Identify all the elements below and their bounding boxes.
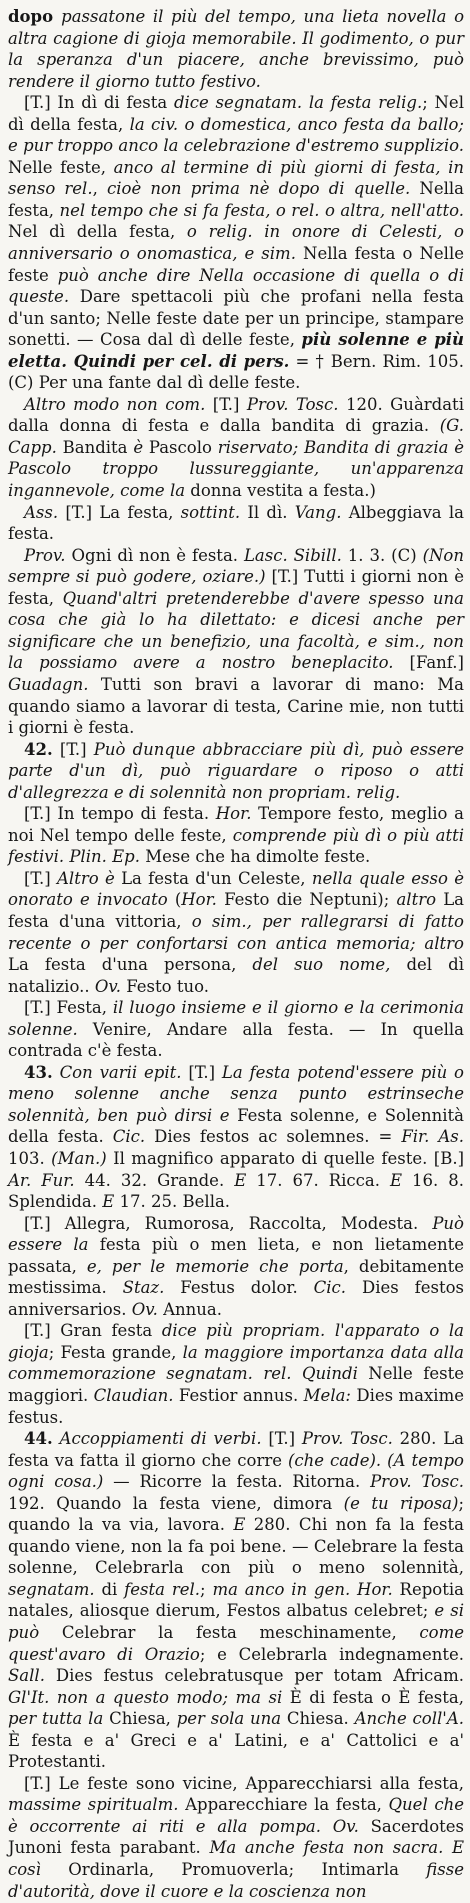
italic-run: per sola una <box>176 1709 282 1729</box>
italic-run: Hor. <box>181 890 217 910</box>
entry-paragraph <box>8 803 464 868</box>
italic-run: più solenne e più eletta. Quindi per cel. di pers. <box>8 330 465 371</box>
text-run: Dies festos ac solemnes. = <box>145 1127 402 1147</box>
entry-paragraph <box>8 502 464 545</box>
entry-paragraph <box>8 739 464 804</box>
text-run: [T.] Le feste sono vicine, Apparecchiarsi alla festa, <box>24 1773 464 1793</box>
bold-run: dopo <box>8 7 62 26</box>
text-run: [T.] <box>261 1429 302 1449</box>
italic-run: Claudian. <box>93 1386 174 1405</box>
italic-run: Quel che è occorrente ai riti e alla pompa. Ov. <box>8 1795 464 1836</box>
italic-run: per tutta la <box>8 1709 104 1729</box>
entry-paragraph <box>8 1320 464 1428</box>
text-run: donna vestita a festa.) <box>185 481 376 501</box>
text-run: [Fanf.] <box>393 653 464 673</box>
text-run: del dì natalizio.. <box>8 955 464 996</box>
italic-run: comprende più dì o più atti festivi. Plin. Ep. <box>8 825 464 867</box>
bold-run: 42. <box>24 739 53 759</box>
italic-run: (G. Capp. <box>8 416 464 457</box>
text-run: Chiesa. <box>281 1709 355 1729</box>
italic-run: Ar. Fur. <box>8 1170 75 1190</box>
italic-run: Hor. <box>215 804 252 824</box>
entry-paragraph <box>8 1428 464 1773</box>
bold-run: 43. <box>24 1062 53 1082</box>
italic-run: E <box>102 1192 115 1212</box>
text-run: Il magnifico apparato di quelle feste. [B.] <box>106 1148 465 1168</box>
italic-run: (Non sempre si può godere, oziare.) <box>8 545 464 587</box>
italic-run: la maggiore importanza data alla commemorazione segnatam. rel. Quindi <box>8 1342 464 1384</box>
text-run: [T.] La festa, <box>58 502 181 522</box>
italic-run: E <box>234 1170 247 1190</box>
text-run: Festus dolor. <box>164 1278 314 1298</box>
italic-run: Quand'altri pretenderebbe d'avere spesso una cosa che già lo ha dilettato: e dicesi anche per significare che un benefizio, una facoltà, e sim., non la possiamo avere a nostro beneplacito. <box>8 588 464 673</box>
italic-run: e, per le memorie che porta <box>86 1256 344 1276</box>
text-run: Tutti son bravi a lavorar di mano: Ma quando siamo a lavorar di testa, Carine mie, non tutti i giorni è festa. <box>8 674 464 738</box>
text-run: Nelle feste maggiori. <box>8 1364 464 1405</box>
italic-run: Cic. <box>313 1278 347 1298</box>
italic-run: Altro modo non com. <box>24 394 206 414</box>
italic-run: Altro è <box>57 868 115 888</box>
italic-run: Gl'It. non a questo modo; ma si <box>8 1687 283 1707</box>
text-run: Nel dì della festa, <box>8 222 187 242</box>
text-run: [T.] <box>52 739 94 759</box>
text-run: 280. Chi non fa la festa quando viene, non la fa poi bene. — Celebrare la festa solenne, Celebrarla con più o meno solennità, <box>8 1515 464 1578</box>
text-run: Dies festos anniversarios. <box>8 1278 464 1319</box>
text-run: [T.] <box>181 1062 222 1082</box>
text-run: Nelle feste, <box>8 157 114 177</box>
text-run: Dare spettacoli più che profani nella festa d'un santo; Nelle feste date per un principe, stampare sonetti. — Cosa dal dì delle feste, <box>8 287 464 350</box>
text-run: 103. <box>8 1148 52 1168</box>
entry-paragraph <box>8 545 464 739</box>
text-run: Dies festus celebratusque per totam Africam. <box>44 1666 464 1686</box>
italic-run: segnatam. <box>8 1579 95 1599</box>
text-run: 120. Guàrdati dalla donna di festa e dalla bandita di grazia. <box>8 394 464 436</box>
text-run: Il dì. <box>240 502 295 522</box>
italic-run: Accoppiamenti di verbi. <box>59 1429 262 1449</box>
italic-run: Con varii epit. <box>59 1062 182 1082</box>
italic-run: Anche coll'A. <box>354 1709 464 1729</box>
italic-run: o relig. in onore di Celesti, o anniversario o onomastica, e sim. <box>8 222 464 264</box>
text-run: Nella festa o Nelle feste <box>8 244 464 285</box>
text-run: ( <box>167 890 182 910</box>
italic-run: sottint. <box>180 502 241 522</box>
italic-run: riservato; Bandita di grazia è Pascolo troppo lussureggiante, un'apparenza ingannevole, come la <box>8 437 464 501</box>
text-run: Festo tuo. <box>120 976 209 996</box>
italic-run: Staz. <box>122 1278 165 1298</box>
italic-run: passatone il più del tempo, una lieta novella o altra cagione di gioja memorabile. Il godimento, o pur la speranza d'un piacere, anche brevissimo, può rendere il giorno tutto festivo. <box>8 7 464 91</box>
text-run: 16. 8. Splendida. <box>8 1170 464 1212</box>
italic-run: (Man.) <box>51 1148 107 1168</box>
entry-paragraph <box>8 997 464 1062</box>
italic-run: fisse d'autorità, dove il cuore e la coscienza non <box>8 1860 464 1901</box>
text-run: La festa d'una vittoria, <box>8 890 464 931</box>
italic-run: Guadagn. <box>8 674 89 694</box>
text-run: Ordinarla, Promuoverla; Intimarla <box>40 1860 427 1880</box>
text-run: 192. Quando la festa viene, dimora <box>8 1493 344 1513</box>
entry-paragraph <box>8 92 464 394</box>
text-run: festa più o men lieta, e non lietamente passata, <box>8 1235 465 1276</box>
text-run: È di festa o È festa, <box>282 1687 464 1707</box>
text-run: ; <box>200 1579 213 1599</box>
text-run: [T.] In dì di festa <box>24 93 174 113</box>
text-run: , debitamente mestissima. <box>8 1256 464 1298</box>
italic-run: (e tu riposa) <box>343 1493 459 1513</box>
italic-run: e si può <box>8 1601 464 1643</box>
italic-run: festa rel. <box>124 1579 201 1599</box>
entry-paragraph <box>8 1062 464 1213</box>
text-run: [T.] Tutti i giorni non è festa, <box>8 567 464 608</box>
italic-run: la civ. o domestica, anco festa da ballo; e pur troppo anco la celebrazione d'estremo supplizio. <box>8 114 464 156</box>
italic-run: come quest'avaro di Orazio <box>8 1623 464 1664</box>
text-run: 17. 67. Ricca. <box>246 1170 390 1190</box>
italic-run: il luogo insieme e il giorno e la cerimonia solenne. <box>8 998 464 1039</box>
italic-run: Fir. As. <box>401 1127 464 1147</box>
text-run: Albeggiava la festa. <box>8 502 464 544</box>
entry-paragraph <box>8 868 464 997</box>
text-run: 44. 32. Grande. <box>74 1170 235 1190</box>
italic-run: anco al termine di più giorni di festa, in senso rel. <box>8 157 464 199</box>
italic-run: Prov. Tosc. <box>301 1429 393 1449</box>
italic-run: nel tempo che si fa festa, o rel. o altra, nell'atto. <box>59 200 464 220</box>
text-run: di <box>94 1579 125 1599</box>
italic-run: Prov. Tosc. <box>246 394 339 414</box>
italic-run: Ma anche festa non sacra. E così <box>8 1838 465 1880</box>
italic-run: Può dunque abbracciare più dì, può essere parte d'un dì, può riguardare o riposo o atti d'allegrezza e di solennità non propriam. relig. <box>8 739 464 802</box>
italic-run: dice segnatam. la festa relig. <box>173 93 423 113</box>
italic-run: E <box>233 1515 246 1535</box>
italic-run: La festa potend'essere più o meno solenne anche senza punto estrinseche solennità, ben può dirsi e <box>8 1062 464 1125</box>
text-run <box>53 1429 60 1448</box>
text-run: Celebrar la festa meschinamente, <box>39 1623 420 1643</box>
text-run: Nella festa, <box>8 179 465 220</box>
italic-run: o sim., per rallegrarsi di fatto recente o per confortarsi con antica memoria; altro <box>8 911 464 953</box>
italic-run: Lasc. Sibill. <box>243 545 342 565</box>
italic-run: massime spiritualm. <box>8 1795 179 1815</box>
entry-paragraph <box>8 6 464 92</box>
italic-run: Prov. Tosc. <box>370 1472 464 1492</box>
text-run: Festior annus. <box>173 1386 304 1405</box>
entry-paragraph <box>8 394 464 502</box>
text-run: ; Nel dì della festa, <box>8 93 464 134</box>
text-run: [T.] Gran festa <box>24 1321 162 1341</box>
entry-paragraph <box>8 1773 464 1902</box>
italic-run: E <box>389 1170 403 1190</box>
text-run: Ogni dì non è festa. <box>65 545 244 565</box>
text-run: , <box>92 179 107 199</box>
italic-run: Sall. <box>8 1666 45 1686</box>
text-run: La festa d'un Celeste, <box>114 868 312 888</box>
text-run: Sacerdotes Junoni festa parabant. <box>8 1816 464 1858</box>
text-run: Festo die Neptuni); <box>216 890 397 910</box>
italic-run: ma anco in gen. Hor. <box>212 1579 393 1599</box>
italic-run: è <box>133 437 144 457</box>
text-run: Apparecchiare la festa, <box>178 1795 389 1815</box>
text-run: Mese che ha dimolte feste. <box>139 847 371 867</box>
italic-run: (che cade). (A tempo ogni cosa.) <box>8 1450 464 1492</box>
italic-run: nella quale esso è onorato e invocato <box>8 868 465 910</box>
text-run: Dies maxime festus. <box>8 1386 464 1427</box>
italic-run: può anche dire Nella occasione di quella o di queste. <box>8 265 464 307</box>
text-run: Annua. <box>157 1299 222 1319</box>
text-run: [T.] <box>24 868 58 888</box>
text-run: 1. 3. (C) <box>341 545 423 565</box>
text-run: ; Festa grande, <box>48 1342 183 1362</box>
text-run: 280. La festa va fatta il giorno che corre <box>8 1429 464 1470</box>
text-run: Bandita <box>56 437 134 457</box>
text-run: [T.] In tempo di festa. <box>24 804 216 824</box>
italic-run: Ass. <box>24 502 59 522</box>
text-run: È festa e a' Greci e a' Latini, e a' Cattolici e a' Protestanti. <box>8 1730 464 1772</box>
text-run: ; e Celebrarla indegnamente. <box>199 1644 465 1664</box>
italic-run: Prov. <box>24 545 66 565</box>
italic-run: Ov. <box>131 1299 158 1319</box>
text-run: [T.] Allegra, Rumorosa, Raccolta, Modesta. <box>24 1213 433 1233</box>
italic-run: Può essere la <box>8 1213 464 1255</box>
text-run <box>53 1063 60 1082</box>
italic-run: Vang. <box>294 502 342 522</box>
text-run: Repotia natales, aliosque dierum, Festos albatus celebret; <box>8 1579 464 1621</box>
italic-run: Cic. <box>112 1127 146 1147</box>
bold-run: 44. <box>24 1429 53 1449</box>
text-run: Pascolo <box>143 437 218 457</box>
text-run: La festa d'una persona, <box>8 955 253 975</box>
text-run: Chiesa, <box>103 1709 177 1729</box>
italic-run: Mela: <box>303 1386 351 1405</box>
text-run: = † Bern. Rim. 105. (C) Per una fante dal dì delle feste. <box>8 351 464 393</box>
italic-run: del suo nome, <box>252 955 391 975</box>
text-run: [T.] Festa, <box>24 998 113 1018</box>
italic-run: altro <box>396 890 437 910</box>
text-run: Tempore festo, meglio a noi Nel tempo delle feste, <box>8 804 464 845</box>
text-run: ; quando la va via, lavora. <box>8 1493 464 1535</box>
italic-run: dice più propriam. l'apparato o la gioja <box>8 1321 464 1362</box>
italic-run: cioè non prima nè dopo di quelle. <box>107 179 411 199</box>
text-run: [T.] <box>205 394 247 414</box>
text-run: Venire, Andare alla festa. — In quella contrada c'è festa. <box>8 1019 464 1061</box>
text-run: 17. 25. Bella. <box>114 1192 231 1212</box>
entry-paragraph <box>8 1213 464 1321</box>
italic-run: Ov. <box>94 976 121 996</box>
text-run: Festa solenne, e Solennità della festa. <box>8 1105 464 1147</box>
text-run: — Ricorre la festa. Ritorna. <box>103 1472 371 1492</box>
